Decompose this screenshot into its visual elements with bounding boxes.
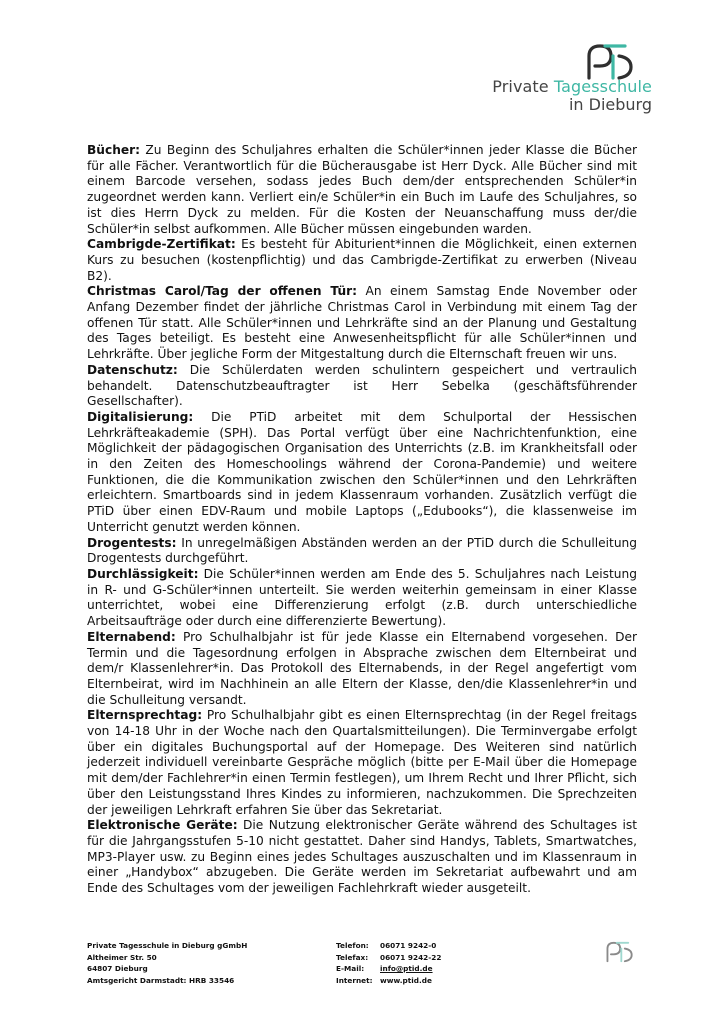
section-term: Cambrigde-Zertifikat: bbox=[87, 237, 236, 252]
section-text: An einem Samstag Ende November oder Anfang Dezember findet der jährliche Christmas Carol in Verbindung mit einem Tag der offenen Tür statt. Alle Schüler*innen und Lehrkräfte sind an der Planung und Gestaltung des Tages beteiligt. Es besteht eine Anwesenheitspflicht für alle Schüler*innen und Lehrkräfte. Über jegliche Form der Mitgestaltung durch die Elternschaft freuen wir uns. bbox=[87, 284, 637, 362]
footer-phone-row bbox=[336, 940, 441, 952]
section-digitalisierung bbox=[87, 410, 637, 536]
section-term: Datenschutz: bbox=[87, 362, 178, 377]
footer-register: Amtsgericht Darmstadt: HRB 33546 bbox=[87, 975, 235, 985]
section-elternsprechtag bbox=[87, 708, 637, 818]
footer-address bbox=[87, 940, 247, 986]
logo-text-private: Private bbox=[492, 77, 554, 96]
section-term: Elektronische Geräte: bbox=[87, 818, 238, 833]
section-drogentests bbox=[87, 536, 637, 567]
section-text: Es besteht für Abiturient*innen die Möglichkeit, einen externen Kurs zu besuchen (kostenpflichtig) und das Cambrigde-Zertifikat zu erwerben (Niveau B2). bbox=[87, 237, 637, 283]
section-term: Christmas Carol/Tag der offenen Tür: bbox=[87, 284, 358, 299]
logo-text-line2: in Dieburg bbox=[568, 95, 652, 114]
section-buecher bbox=[87, 143, 637, 237]
ptid-logo-mark-icon bbox=[583, 42, 635, 82]
footer-internet-link[interactable]: www.ptid.de bbox=[380, 975, 432, 985]
document-body bbox=[87, 143, 637, 897]
school-logo bbox=[455, 40, 655, 114]
footer-logo bbox=[604, 940, 634, 968]
section-text: Zu Beginn des Schuljahres erhalten die Schüler*innen jeder Klasse die Bücher für alle Fächer. Verantwortlich für die Bücherausgabe ist Herr Dyck. Alle Bücher sind mit einem Barcode versehen, sodass jedes Buch dem/der entsprechenden Schüler*in zugeordnet werden kann. Verliert ein/e Schüler*in ein Buch im Laufe des Schuljahres, so ist dies Herrn Dyck zu melden. Für die Kosten der Neuanschaffung muss der/die Schüler*in selbst aufkommen. Alle Bücher müssen eingebunden warden. bbox=[87, 143, 637, 236]
section-term: Digitalisierung: bbox=[87, 409, 194, 424]
section-christmas-carol bbox=[87, 284, 637, 363]
section-text: Die Schülerdaten werden schulintern gespeichert und vertraulich behandelt. Datenschutzbeauftragter ist Herr Sebelka (geschäftsführender Gesellschafter). bbox=[87, 362, 637, 409]
ptid-logo-mark-icon bbox=[604, 940, 634, 964]
section-term: Drogentests: bbox=[87, 535, 177, 550]
footer-internet-row bbox=[336, 975, 441, 987]
section-elektronische-geraete bbox=[87, 818, 637, 897]
section-text: In unregelmäßigen Abständen werden an der PTiD durch die Schulleitung Drogentests durchgeführt. bbox=[87, 535, 637, 566]
logo-text-line1 bbox=[492, 77, 652, 96]
section-text: Pro Schulhalbjahr ist für jede Klasse ein Elternabend vorgesehen. Der Termin und die Tagesordnung erfolgen in Absprache zwischen dem Elternbeirat und dem/r Klassenlehrer*in. Das Protokoll des Elternabends, in der Regel angefertigt vom Elternbeirat, wird im Nachhinein an alle Eltern der Klasse, den/die Klassenlehrer*in und die Schulleitung versandt. bbox=[87, 629, 637, 707]
footer-email-link[interactable]: info@ptid.de bbox=[380, 964, 433, 973]
footer-email-label: E-Mail: bbox=[336, 964, 365, 973]
footer-fax-row bbox=[336, 952, 441, 964]
footer-street: Altheimer Str. 50 bbox=[87, 952, 157, 962]
section-term: Elternabend: bbox=[87, 629, 176, 644]
footer-phone-label: Telefon: bbox=[336, 941, 369, 950]
section-cambridge bbox=[87, 237, 637, 284]
footer-email-row bbox=[336, 963, 441, 975]
section-text: Die Schüler*innen werden am Ende des 5. Schuljahres nach Leistung in R- und G-Schüler*innen unterteilt. Sie werden weiterhin gemeinsam in einer Klasse unterrichtet, wobei eine Differenzierung erfolgt (z.B. durch unterschiedliche Arbeitsaufträge oder durch eine differenzierte Bewertung). bbox=[87, 566, 637, 629]
footer-contact bbox=[336, 940, 441, 986]
section-term: Elternsprechtag: bbox=[87, 708, 203, 723]
section-text: Die PTiD arbeitet mit dem Schulportal der Hessischen Lehrkräfteakademie (SPH). Das Portal verfügt über eine Nachrichtenfunktion, eine Möglichkeit der pädagogischen Organisation des Unterrichts (z.B. im Krankheitsfall oder in den Zeiten des Homeschoolings während der Corona-Pandemie) und weitere Funktionen, die die Kommunikation zwischen den Schüler*innen und den Lehrkräften erleichtern. Smartboards sind in jedem Klassenraum vorhanden. Zusätzlich verfügt die PTiD über einen EDV-Raum und mobile Laptops („Edubooks“), die klassenweise im Unterricht genutzt werden können. bbox=[87, 409, 637, 534]
footer-company-name: Private Tagesschule in Dieburg gGmbH bbox=[87, 941, 248, 950]
footer-fax-label: Telefax: bbox=[336, 952, 369, 962]
section-datenschutz bbox=[87, 363, 637, 410]
footer-fax-value: 06071 9242-22 bbox=[380, 952, 442, 962]
logo-text-tagesschule: Tagesschule bbox=[553, 77, 652, 96]
section-text: Pro Schulhalbjahr gibt es einen Elternsprechtag (in der Regel freitags von 14-18 Uhr in der Woche nach den Quartalsmitteilungen). Die Terminvergabe erfolgt über ein digitales Buchungsportal auf der Homepage. Des Weiteren sind natürlich jederzeit individuell vereinbarte Gespräche möglich (bitte per E-Mail über die Homepage mit dem/der Fachlehrer*in einen Termin festlegen), um Ihrem Recht und Ihrer Pflicht, sich über den Leistungsstand Ihres Kindes zu informieren, nachzukommen. Die Sprechzeiten der jeweiligen Lehrkraft erfahren Sie über das Sekretariat. bbox=[87, 708, 637, 817]
section-text: Die Nutzung elektronischer Geräte während des Schultages ist für die Jahrgangsstufen 5-10 nicht gestattet. Daher sind Handys, Tablets, Smartwatches, MP3-Player usw. zu Beginn eines jedes Schultages auszuschalten und im Klassenraum in einer „Handybox“ abzugeben. Die Geräte werden im Sekretariat aufbewahrt und am Ende des Schultages vom der jeweiligen Fachlehrkraft wieder ausgeteilt. bbox=[87, 818, 637, 896]
footer-city: 64807 Dieburg bbox=[87, 964, 148, 973]
footer-internet-label: Internet: bbox=[336, 975, 373, 985]
section-durchlaessigkeit bbox=[87, 567, 637, 630]
section-elternabend bbox=[87, 630, 637, 709]
footer-phone-value: 06071 9242-0 bbox=[380, 941, 437, 950]
section-term: Bücher: bbox=[87, 143, 141, 157]
section-term: Durchlässigkeit: bbox=[87, 566, 199, 581]
